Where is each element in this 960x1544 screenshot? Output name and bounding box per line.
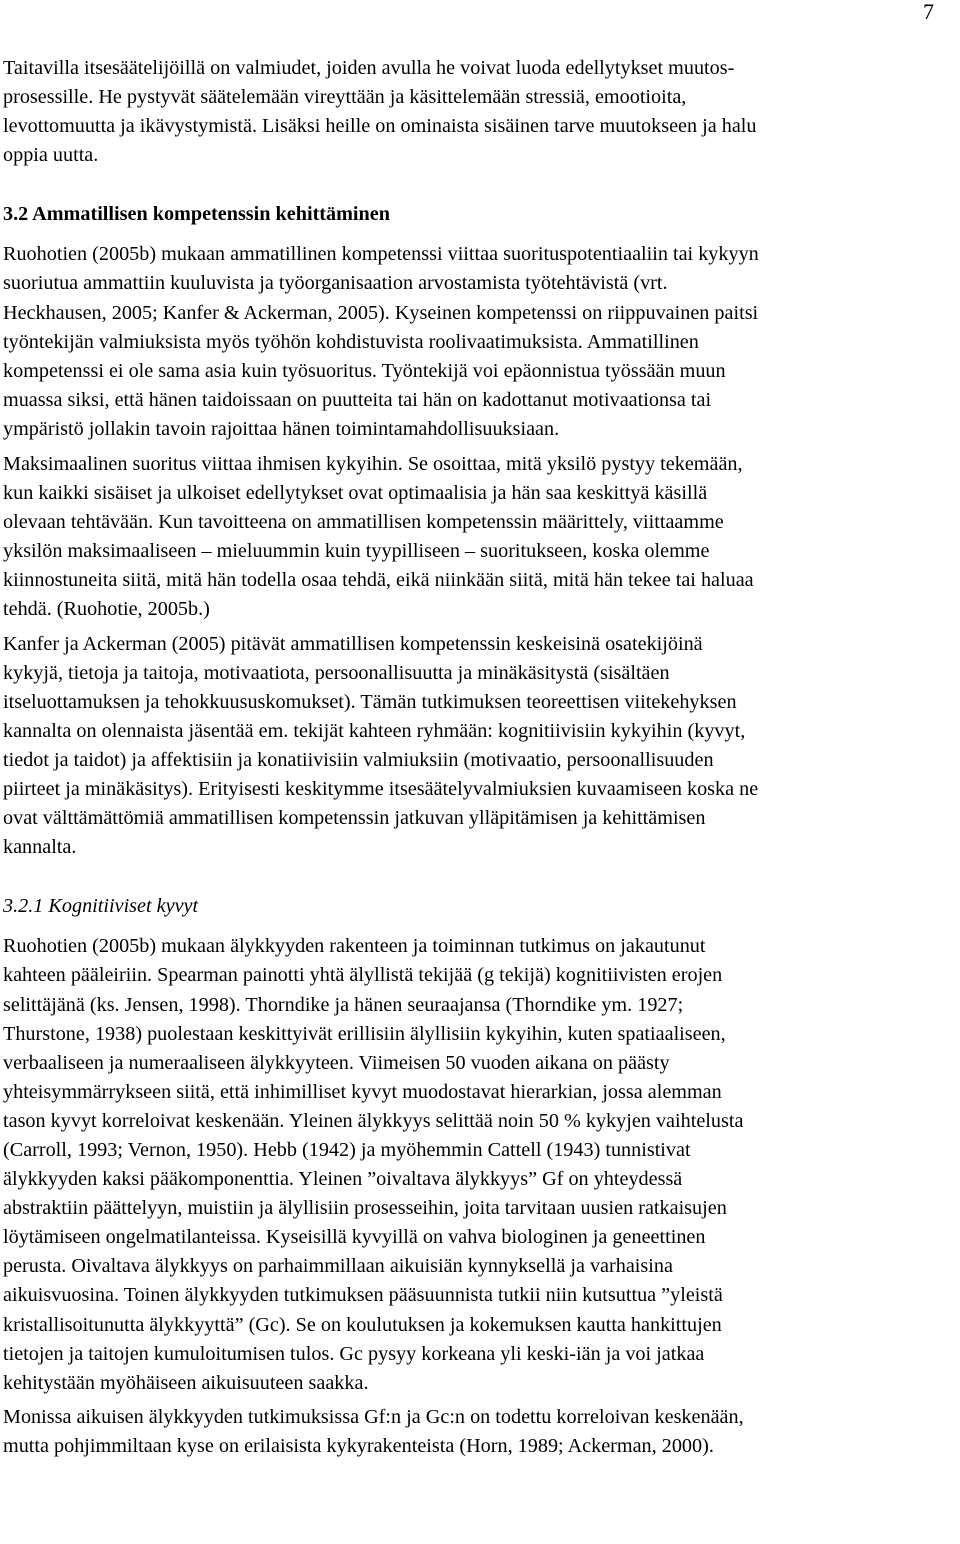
text-line: tiedot ja taidot) ja affektisiin ja konatiivisiin valmiuksiin (motivaatio, persoonallisuuden <box>3 748 714 771</box>
text-line: abstraktiin päättelyyn, muistiin ja älyllisiin prosesseihin, joita tarvitaan uusien ratkaisujen <box>3 1197 727 1220</box>
text-line: kompetenssi ei ole sama asia kuin työsuoritus. Työntekijä voi epäonnistua työssään muun <box>3 359 726 382</box>
text-line: olevaan tehtävään. Kun tavoitteena on ammatillisen kompetenssin määrittely, viittaamme <box>3 510 724 533</box>
paragraph <box>3 450 958 625</box>
text-line: kannalta on olennaista jäsentää em. tekijät kahteen ryhmään: kognitiivisiin kykyihin (kyvyt, <box>3 719 746 742</box>
text-line: älykkyyden kaksi pääkomponenttia. Yleinen ”oivaltava älykkyys” Gf on yhteydessä <box>3 1168 683 1191</box>
text-line: Ruohotien (2005b) mukaan ammatillinen kompetenssi viittaa suorituspotentiaaliin tai kykyyn <box>3 243 759 266</box>
text-line: kannalta. <box>3 836 77 859</box>
text-line: löytämiseen ongelmatilanteissa. Kyseisillä kyvyillä on vahva biologinen ja geneettinen <box>3 1226 706 1249</box>
text-line: tietojen ja taitojen kumuloitumisen tulos. Gc pysyy korkeana yli keski-iän ja voi jatkaa <box>3 1342 705 1365</box>
text-line: levottomuutta ja ikävystymistä. Lisäksi heille on ominaista sisäinen tarve muutokseen ja halu <box>3 115 757 138</box>
text-line: verbaaliseen ja numeraaliseen älykkyyteen. Viimeisen 50 vuoden aikana on päästy <box>3 1051 670 1074</box>
document-body <box>3 54 958 1467</box>
text-line: Thurstone, 1938) puolestaan keskittyivät erillisiin älyllisiin kykyihin, kuten spatiaaliseen, <box>3 1022 726 1045</box>
text-line: kykyjä, tietoja ja taitoja, motivaatiota, persoonallisuutta ja minäkäsitystä (sisältäen <box>3 661 670 684</box>
paragraph <box>3 932 958 1398</box>
page-number: 7 <box>923 0 934 24</box>
text-line: piirteet ja minäkäsitys). Erityisesti keskitymme itsesäätelyvalmiuksien kuvaamiseen koska ne <box>3 778 759 801</box>
text-line: muassa siksi, että hänen taidoissaan on puutteita tai hän on kadottanut motivaationsa tai <box>3 388 712 411</box>
text-line: tason kyvyt korreloivat keskenään. Yleinen älykkyys selittää noin 50 % kykyjen vaihtelusta <box>3 1109 744 1132</box>
text-line: suoriutua ammattiin kuuluvista ja työorganisaation arvostamista työtehtävistä (vrt. <box>3 272 668 295</box>
section-heading: 3.2 Ammatillisen kompetenssin kehittäminen <box>3 203 390 226</box>
text-line: Ruohotien (2005b) mukaan älykkyyden rakenteen ja toiminnan tutkimus on jakautunut <box>3 935 706 958</box>
text-line: Kanfer ja Ackerman (2005) pitävät ammatillisen kompetenssin keskeisinä osatekijöinä <box>3 632 703 655</box>
text-line: yksilön maksimaaliseen – mieluummin kuin tyypilliseen – suoritukseen, koska olemme <box>3 539 710 562</box>
text-line: mutta pohjimmiltaan kyse on erilaisista kykyrakenteista (Horn, 1989; Ackerman, 2000). <box>3 1435 714 1458</box>
text-line: ympäristö jollakin tavoin rajoittaa hänen toimintamahdollisuuksiaan. <box>3 417 560 440</box>
text-line: yhteisymmärrykseen siitä, että inhimilliset kyvyt muodostavat hierarkian, jossa alemman <box>3 1080 722 1103</box>
text-line: oppia uutta. <box>3 144 99 167</box>
paragraph <box>3 54 958 170</box>
text-line: kristallisoitunutta älykkyyttä” (Gc). Se on koulutuksen ja kokemuksen kautta hankittujen <box>3 1313 722 1336</box>
text-line: prosessille. He pystyvät säätelemään vireyttään ja käsittelemään stressiä, emootioita, <box>3 86 687 109</box>
text-line: kun kaikki sisäiset ja ulkoiset edellytykset ovat optimaalisia ja hän saa keskittyä käsillä <box>3 481 708 504</box>
text-line: kiinnostuneita siitä, mitä hän todella osaa tehdä, eikä niinkään siitä, mitä hän tekee tai haluaa <box>3 568 754 591</box>
paragraph <box>3 630 958 863</box>
paragraph <box>3 240 958 444</box>
text-line: perusta. Oivaltava älykkyys on parhaimmillaan aikuisiän kynnyksellä ja varhaisina <box>3 1255 673 1278</box>
text-line: aikuisvuosina. Toinen älykkyyden tutkimuksen pääsuunnista tutkii niin kutsuttua ”yleistä <box>3 1284 723 1307</box>
text-line: Maksimaalinen suoritus viittaa ihmisen kykyihin. Se osoittaa, mitä yksilö pystyy tekemään, <box>3 452 743 475</box>
subsection-heading: 3.2.1 Kognitiiviset kyvyt <box>3 895 199 918</box>
text-line: kahteen pääleiriin. Spearman painotti yhtä älyllistä tekijää (g tekijä) kognitiivisten erojen <box>3 964 723 987</box>
text-line: tehdä. (Ruohotie, 2005b.) <box>3 598 210 620</box>
text-line: itseluottamuksen ja tehokkuususkomukset). Tämän tutkimuksen teoreettisen viitekehyksen <box>3 690 737 713</box>
text-line: Heckhausen, 2005; Kanfer & Ackerman, 2005). Kyseinen kompetenssi on riippuvainen paitsi <box>3 301 759 324</box>
text-line: ovat välttämättömiä ammatillisen kompetenssin jatkuvan ylläpitämisen ja kehittämisen <box>3 807 706 830</box>
text-line: selittäjänä (ks. Jensen, 1998). Thorndike ja hänen seuraajansa (Thorndike ym. 1927; <box>3 993 684 1016</box>
paragraph <box>3 1403 958 1461</box>
text-line: kehitystään myöhäiseen aikuisuuteen saakka. <box>3 1371 369 1394</box>
text-line: (Carroll, 1993; Vernon, 1950). Hebb (1942) ja myöhemmin Cattell (1943) tunnistivat <box>3 1139 691 1161</box>
text-line: työntekijän valmiuksista myös työhön kohdistuvista roolivaatimuksista. Ammatillinen <box>3 330 699 353</box>
text-line: Monissa aikuisen älykkyyden tutkimuksissa Gf:n ja Gc:n on todettu korreloivan keskenään, <box>3 1406 744 1429</box>
text-line: Taitavilla itsesäätelijöillä on valmiudet, joiden avulla he voivat luoda edellytykset muutos- <box>3 57 735 79</box>
